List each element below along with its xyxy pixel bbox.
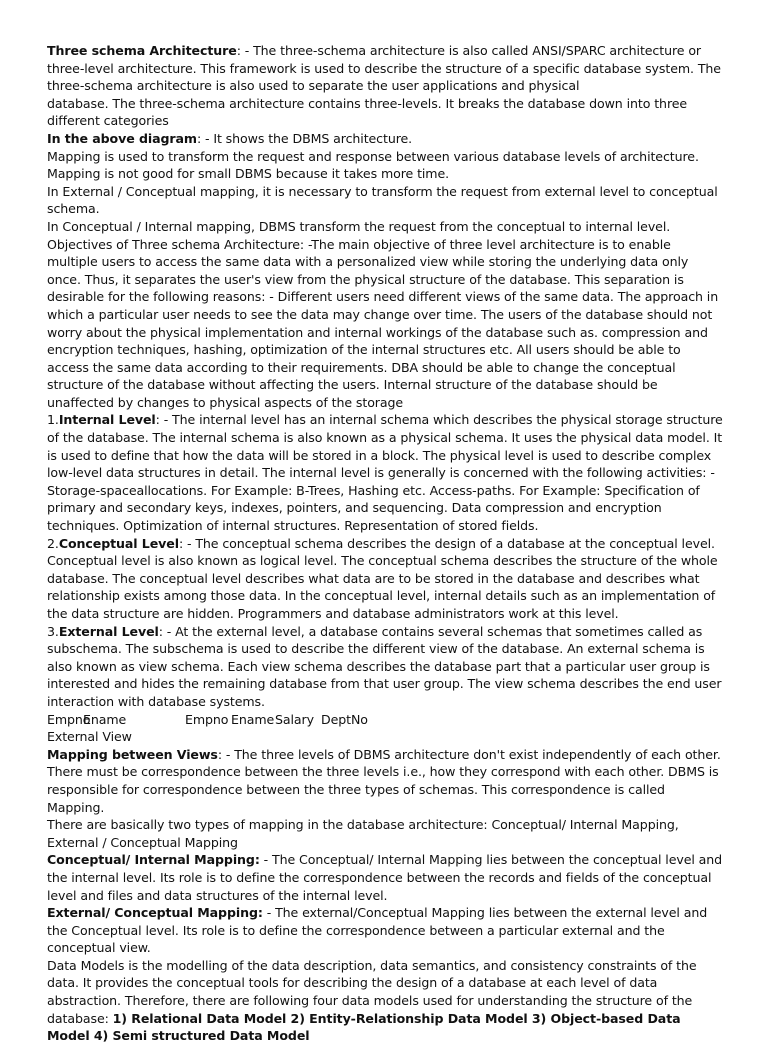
table-cell: Empno: [47, 711, 91, 727]
data-models-paragraph: [47, 957, 723, 1045]
external-view-label: External View: [47, 729, 132, 745]
conceptual-level-heading: Conceptual Level: [58, 535, 179, 551]
document-page: [47, 42, 723, 1045]
three-schema-paragraph-cont: database. The three-schema architecture contains three-levels. It breaks the database down into three different categories: [47, 95, 688, 129]
diagram-heading: In the above diagram: [47, 130, 197, 146]
internal-level-number: 1.: [47, 412, 59, 428]
conceptual-level-paragraph: [47, 535, 723, 623]
mapping-line: In External / Conceptual mapping, it is necessary to transform the request from external level to conceptual schema.: [47, 183, 718, 217]
data-models-list: 1) Relational Data Model 2) Entity-Relationship Data Model 3) Object-based Data Model 4) Semi structured Data Model: [47, 1010, 681, 1044]
ec-mapping-paragraph: [47, 904, 723, 957]
diagram-paragraph: [47, 130, 723, 148]
external-level-paragraph: [47, 623, 723, 711]
mapping-views-heading: Mapping between Views: [47, 746, 218, 762]
mapping-views-paragraph: [47, 746, 723, 816]
external-level-number: 3.: [47, 623, 59, 639]
objectives-paragraph: Objectives of Three schema Architecture: -The main objective of three level architecture is to enable multiple users to access the same data with a personalized view while storing the underlying data only once. Thus, it separates the user's view from the physical structure of the database. This separation is desirable for the following reasons: - Different users need different views of the same data. The approach in which a particular user needs to see the data may change over time. The users of the database should not worry about the physical implementation and internal workings of the database such as. compression and encryption techniques, hashing, optimization of the internal structures etc. All users should be able to access the same data according to their requirements. DBA should be able to change the conceptual structure of the database without affecting the users. Internal structure of the database should be unaffected by changes to physical aspects of the storage: [47, 236, 719, 410]
ci-mapping-heading: Conceptual/ Internal Mapping:: [47, 852, 260, 868]
two-types-paragraph: There are basically two types of mapping in the database architecture: Conceptual/ Internal Mapping, External / Conceptual Mapping: [47, 817, 679, 850]
diagram-text: : - It shows the DBMS architecture.: [196, 130, 413, 146]
ci-mapping-text: - The Conceptual/ Internal Mapping lies between the conceptual level and the internal level. Its role is to define the correspondence between the records and fields of the conceptual level and files and data structures of the internal level.: [47, 852, 723, 903]
external-level-text: : - At the external level, a database contains several schemas that sometimes called as subschema. The subschema is used to describe the different view of the database. An external schema is also known as view schema. Each view schema describes the database part that a particular user group is interested and hides the remaining database from that user group. The view schema describes the end user interaction with database systems.: [47, 623, 722, 709]
three-schema-text: : - The three-schema architecture is also called ANSI/SPARC architecture or three-level architecture. This framework is used to describe the structure of a specific database system. The three-schema architecture is also used to separate the user applications and physical: [47, 43, 721, 94]
mapping-line: In Conceptual / Internal mapping, DBMS transform the request from the conceptual to internal level.: [47, 218, 671, 234]
table-cell: Empno: [185, 711, 229, 727]
external-level-heading: External Level: [58, 623, 159, 639]
internal-level-heading: Internal Level: [58, 412, 156, 428]
data-models-text: Data Models is the modelling of the data description, data semantics, and consistency constraints of the data. It provides the conceptual tools for describing the design of a database at each level of data abstraction. Therefore, there are following four data models used for understanding the structure of the database:: [47, 957, 697, 1026]
table-cell: DeptNo: [321, 711, 368, 727]
table-cell: Ename: [231, 711, 275, 727]
internal-level-text: : - The internal level has an internal schema which describes the physical storage structure of the database. The internal schema is also known as a physical schema. It uses the physical data model. It is used to define that how the data will be stored in a block. The physical level is used to describe complex low-level data structures in detail. The internal level is generally is concerned with the following activities: - Storage-spaceallocations. For Example: B-Trees, Hashing etc. Access-paths. For Example: Specification of primary and secondary keys, indexes, pointers, and sequencing. Data compression and encryption techniques. Optimization of internal structures. Representation of stored fields.: [47, 412, 723, 534]
conceptual-level-number: 2.: [47, 535, 59, 551]
table-cell: Ename: [83, 711, 127, 727]
mapping-views-text: : - The three levels of DBMS architecture don't exist independently of each other. There must be correspondence between the three levels i.e., how they correspond with each other. DBMS is responsible for correspondence between the three types of schemas. This correspondence is called Mapping.: [47, 746, 721, 815]
three-schema-heading: Three schema Architecture: [47, 43, 237, 58]
schema-table-row: [47, 711, 723, 729]
conceptual-level-text: : - The conceptual schema describes the design of a database at the conceptual level. Conceptual level is also known as logical level. The conceptual schema describes the structure of the whole database. The conceptual level describes what data are to be stored in the database and describes what relationship exists among those data. In the conceptual level, internal details such as an implementation of the data structure are hidden. Programmers and database administrators work at this level.: [47, 535, 718, 621]
ec-mapping-heading: External/ Conceptual Mapping:: [47, 905, 263, 921]
ci-mapping-paragraph: [47, 851, 723, 904]
internal-level-paragraph: [47, 411, 723, 534]
mapping-line: Mapping is not good for small DBMS because it takes more time.: [47, 166, 450, 182]
mapping-line: Mapping is used to transform the request and response between various database levels of architecture.: [47, 148, 699, 164]
table-cell: Salary: [275, 711, 314, 727]
ec-mapping-text: - The external/Conceptual Mapping lies between the external level and the Conceptual level. Its role is to define the correspondence between a particular external and the conceptual view.: [47, 905, 708, 956]
three-schema-paragraph: [47, 42, 723, 95]
